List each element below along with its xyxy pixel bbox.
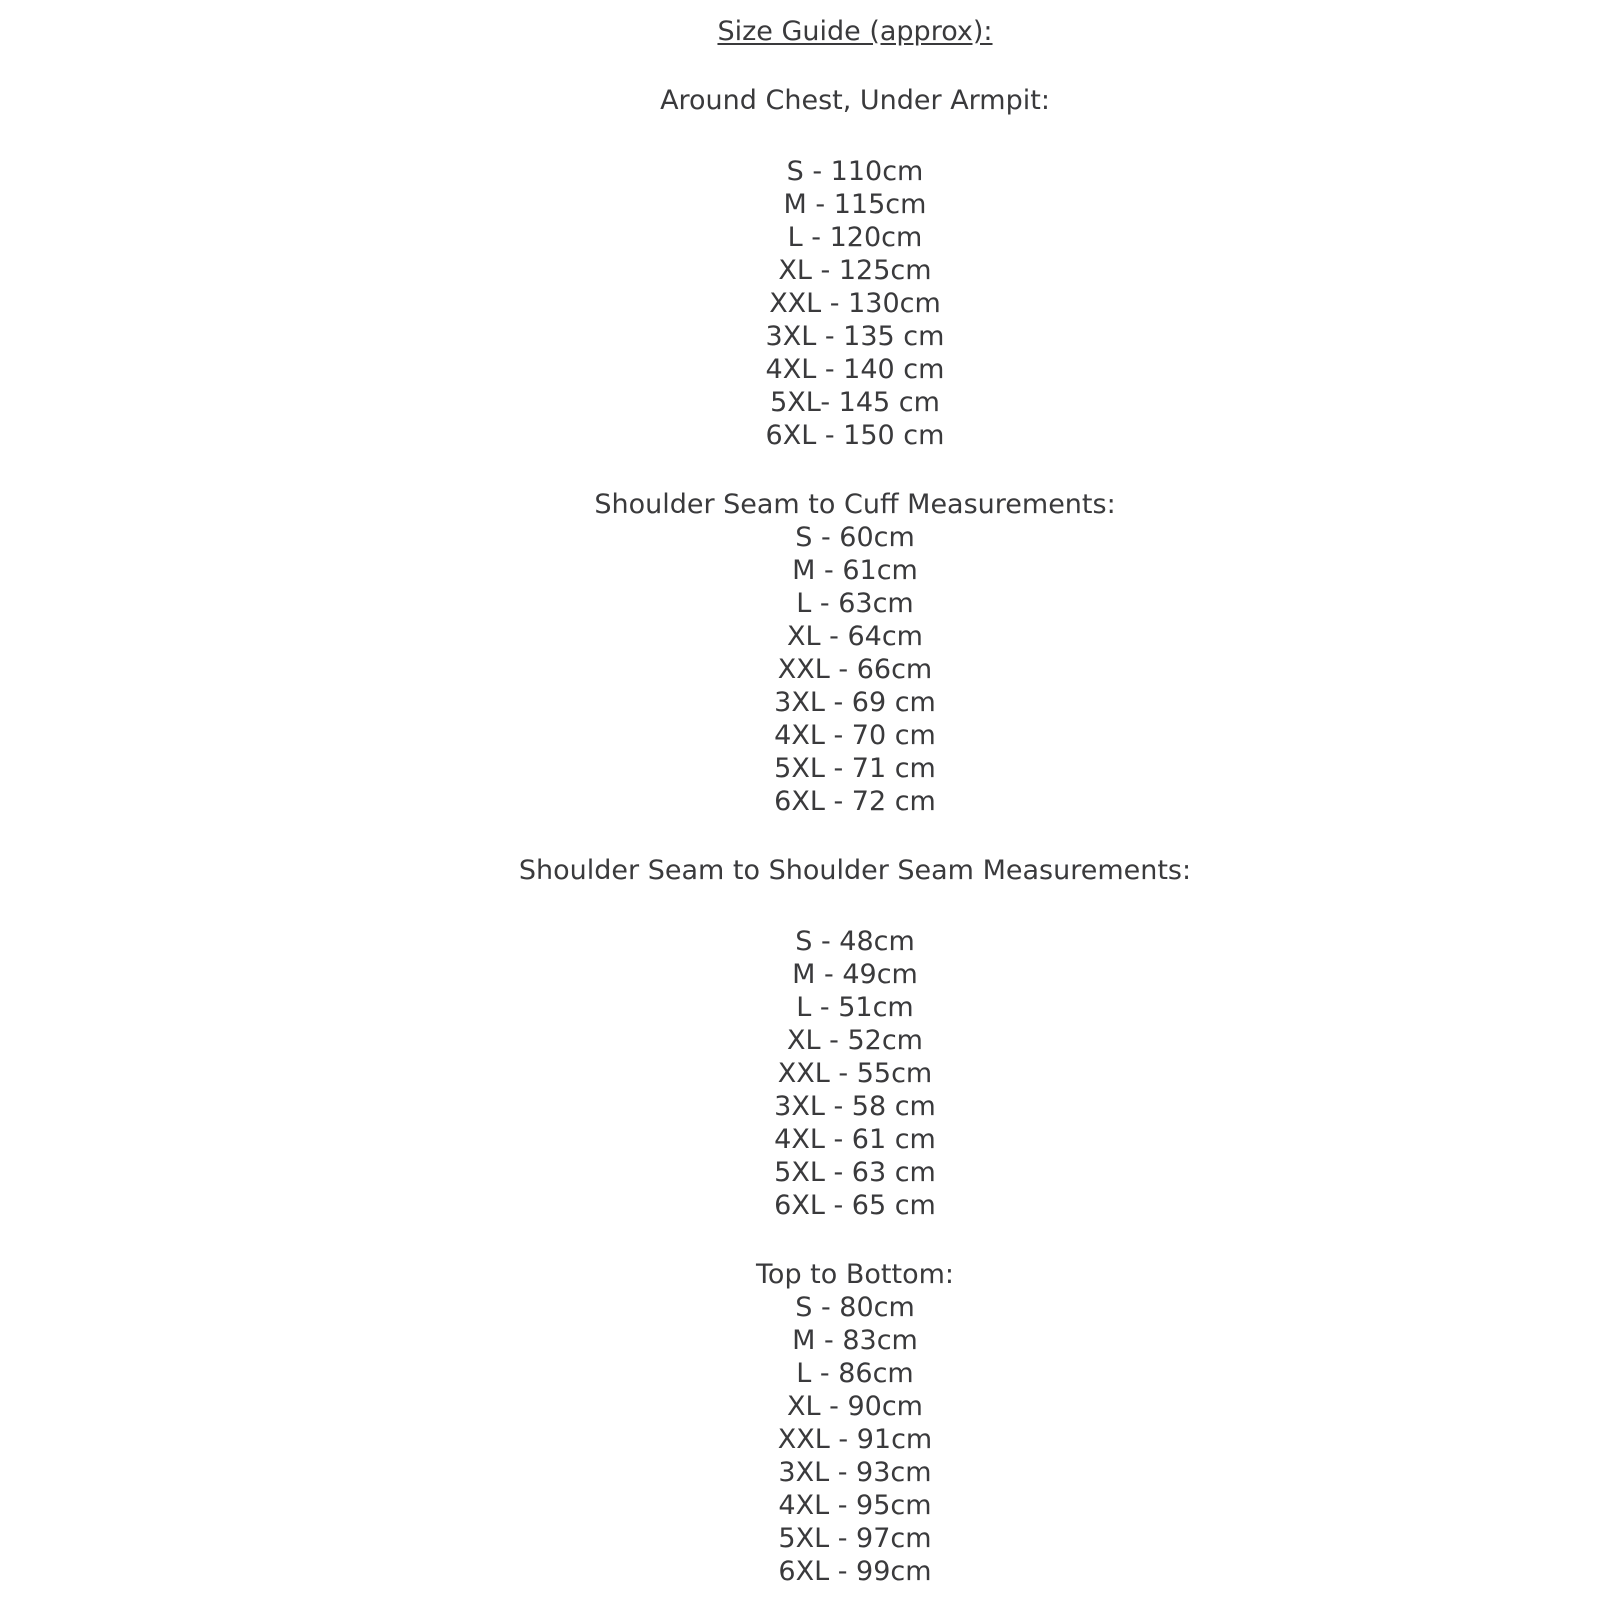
size-row: 5XL - 71 cm [774,753,936,784]
size-row: XL - 125cm [778,255,932,286]
size-row: 3XL - 135 cm [765,321,945,352]
size-row: XXL - 130cm [769,288,941,319]
size-section [110,84,1600,452]
size-row: XL - 90cm [787,1391,923,1422]
size-row: M - 83cm [792,1325,918,1356]
section-heading: Top to Bottom: [756,1259,954,1290]
size-row: 3XL - 58 cm [774,1091,936,1122]
size-row: XL - 64cm [787,621,923,652]
size-row: M - 49cm [792,959,918,990]
size-row: 4XL - 70 cm [774,720,936,751]
size-row: 6XL - 72 cm [774,786,936,817]
size-section [110,488,1600,818]
section-heading: Around Chest, Under Armpit: [660,85,1050,116]
size-row: 3XL - 93cm [778,1457,932,1488]
size-section [110,854,1600,1222]
size-row: M - 115cm [783,189,927,220]
size-row: 5XL - 63 cm [774,1157,936,1188]
size-row: XL - 52cm [787,1025,923,1056]
size-row: L - 51cm [796,992,914,1023]
size-row: 6XL - 65 cm [774,1190,936,1221]
size-row: L - 63cm [796,588,914,619]
size-row: 6XL - 150 cm [765,420,945,451]
size-row: S - 110cm [786,156,924,187]
page-title: Size Guide (approx): [717,16,993,47]
size-row: L - 86cm [796,1358,914,1389]
size-row: 3XL - 69 cm [774,687,936,718]
size-row: M - 61cm [792,555,918,586]
size-row: XXL - 55cm [777,1058,933,1089]
size-row: 4XL - 61 cm [774,1124,936,1155]
size-row: S - 48cm [795,926,915,957]
section-heading: Shoulder Seam to Shoulder Seam Measurements: [518,855,1192,886]
size-row: S - 60cm [795,522,915,553]
sections-container [110,84,1600,1588]
size-row: 4XL - 95cm [778,1490,932,1521]
section-heading: Shoulder Seam to Cuff Measurements: [594,489,1116,520]
size-row: 4XL - 140 cm [765,354,945,385]
size-row: XXL - 66cm [777,654,933,685]
size-row: 5XL- 145 cm [770,387,940,418]
size-row: 6XL - 99cm [778,1556,932,1587]
size-row: 5XL - 97cm [778,1523,932,1554]
size-row: S - 80cm [795,1292,915,1323]
size-row: L - 120cm [787,222,923,253]
size-section [110,1258,1600,1588]
size-row: XXL - 91cm [777,1424,933,1455]
